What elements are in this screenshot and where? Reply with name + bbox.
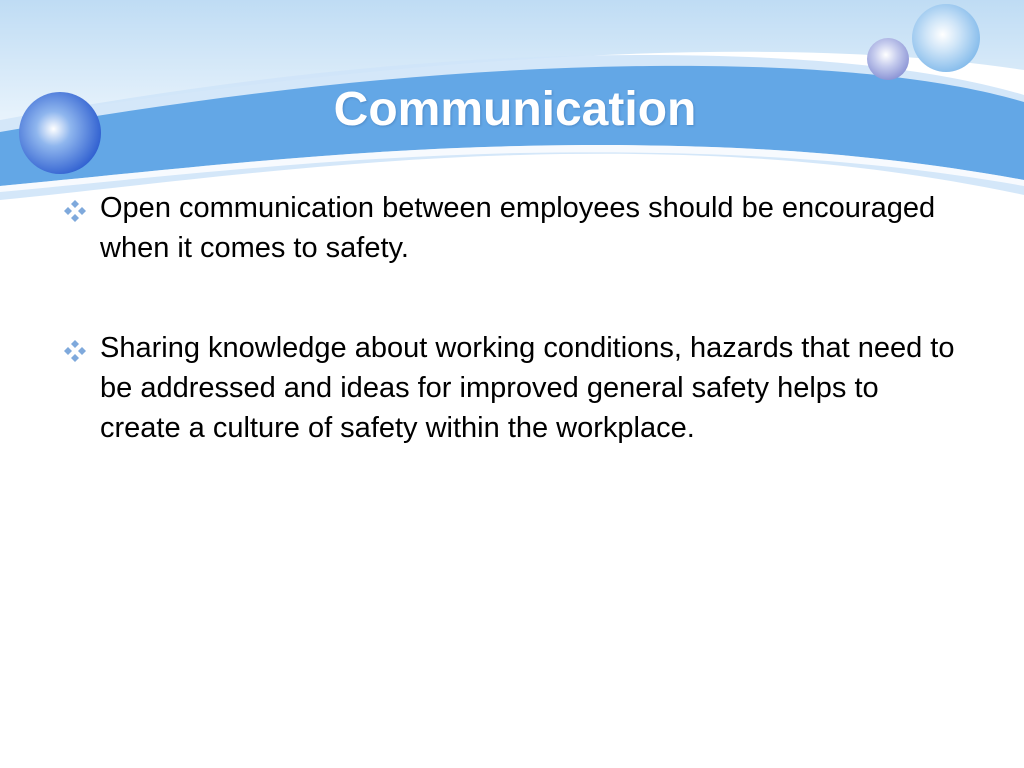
slide-title: Communication (333, 83, 697, 136)
four-diamond-bullet-icon (62, 198, 88, 224)
decorative-orb-right-small (867, 38, 909, 80)
bullet-item (62, 328, 962, 448)
bullet-item (62, 188, 962, 268)
bullet-text: Sharing knowledge about working conditions, hazards that need to be addressed and ideas for improved general safety helps to create a culture of safety within the workplace. (100, 332, 955, 444)
bullet-list (62, 188, 962, 508)
decorative-orb-right-large (912, 4, 980, 72)
four-diamond-bullet-icon (62, 338, 88, 364)
bullet-text: Open communication between employees should be encouraged when it comes to safety. (100, 192, 936, 264)
